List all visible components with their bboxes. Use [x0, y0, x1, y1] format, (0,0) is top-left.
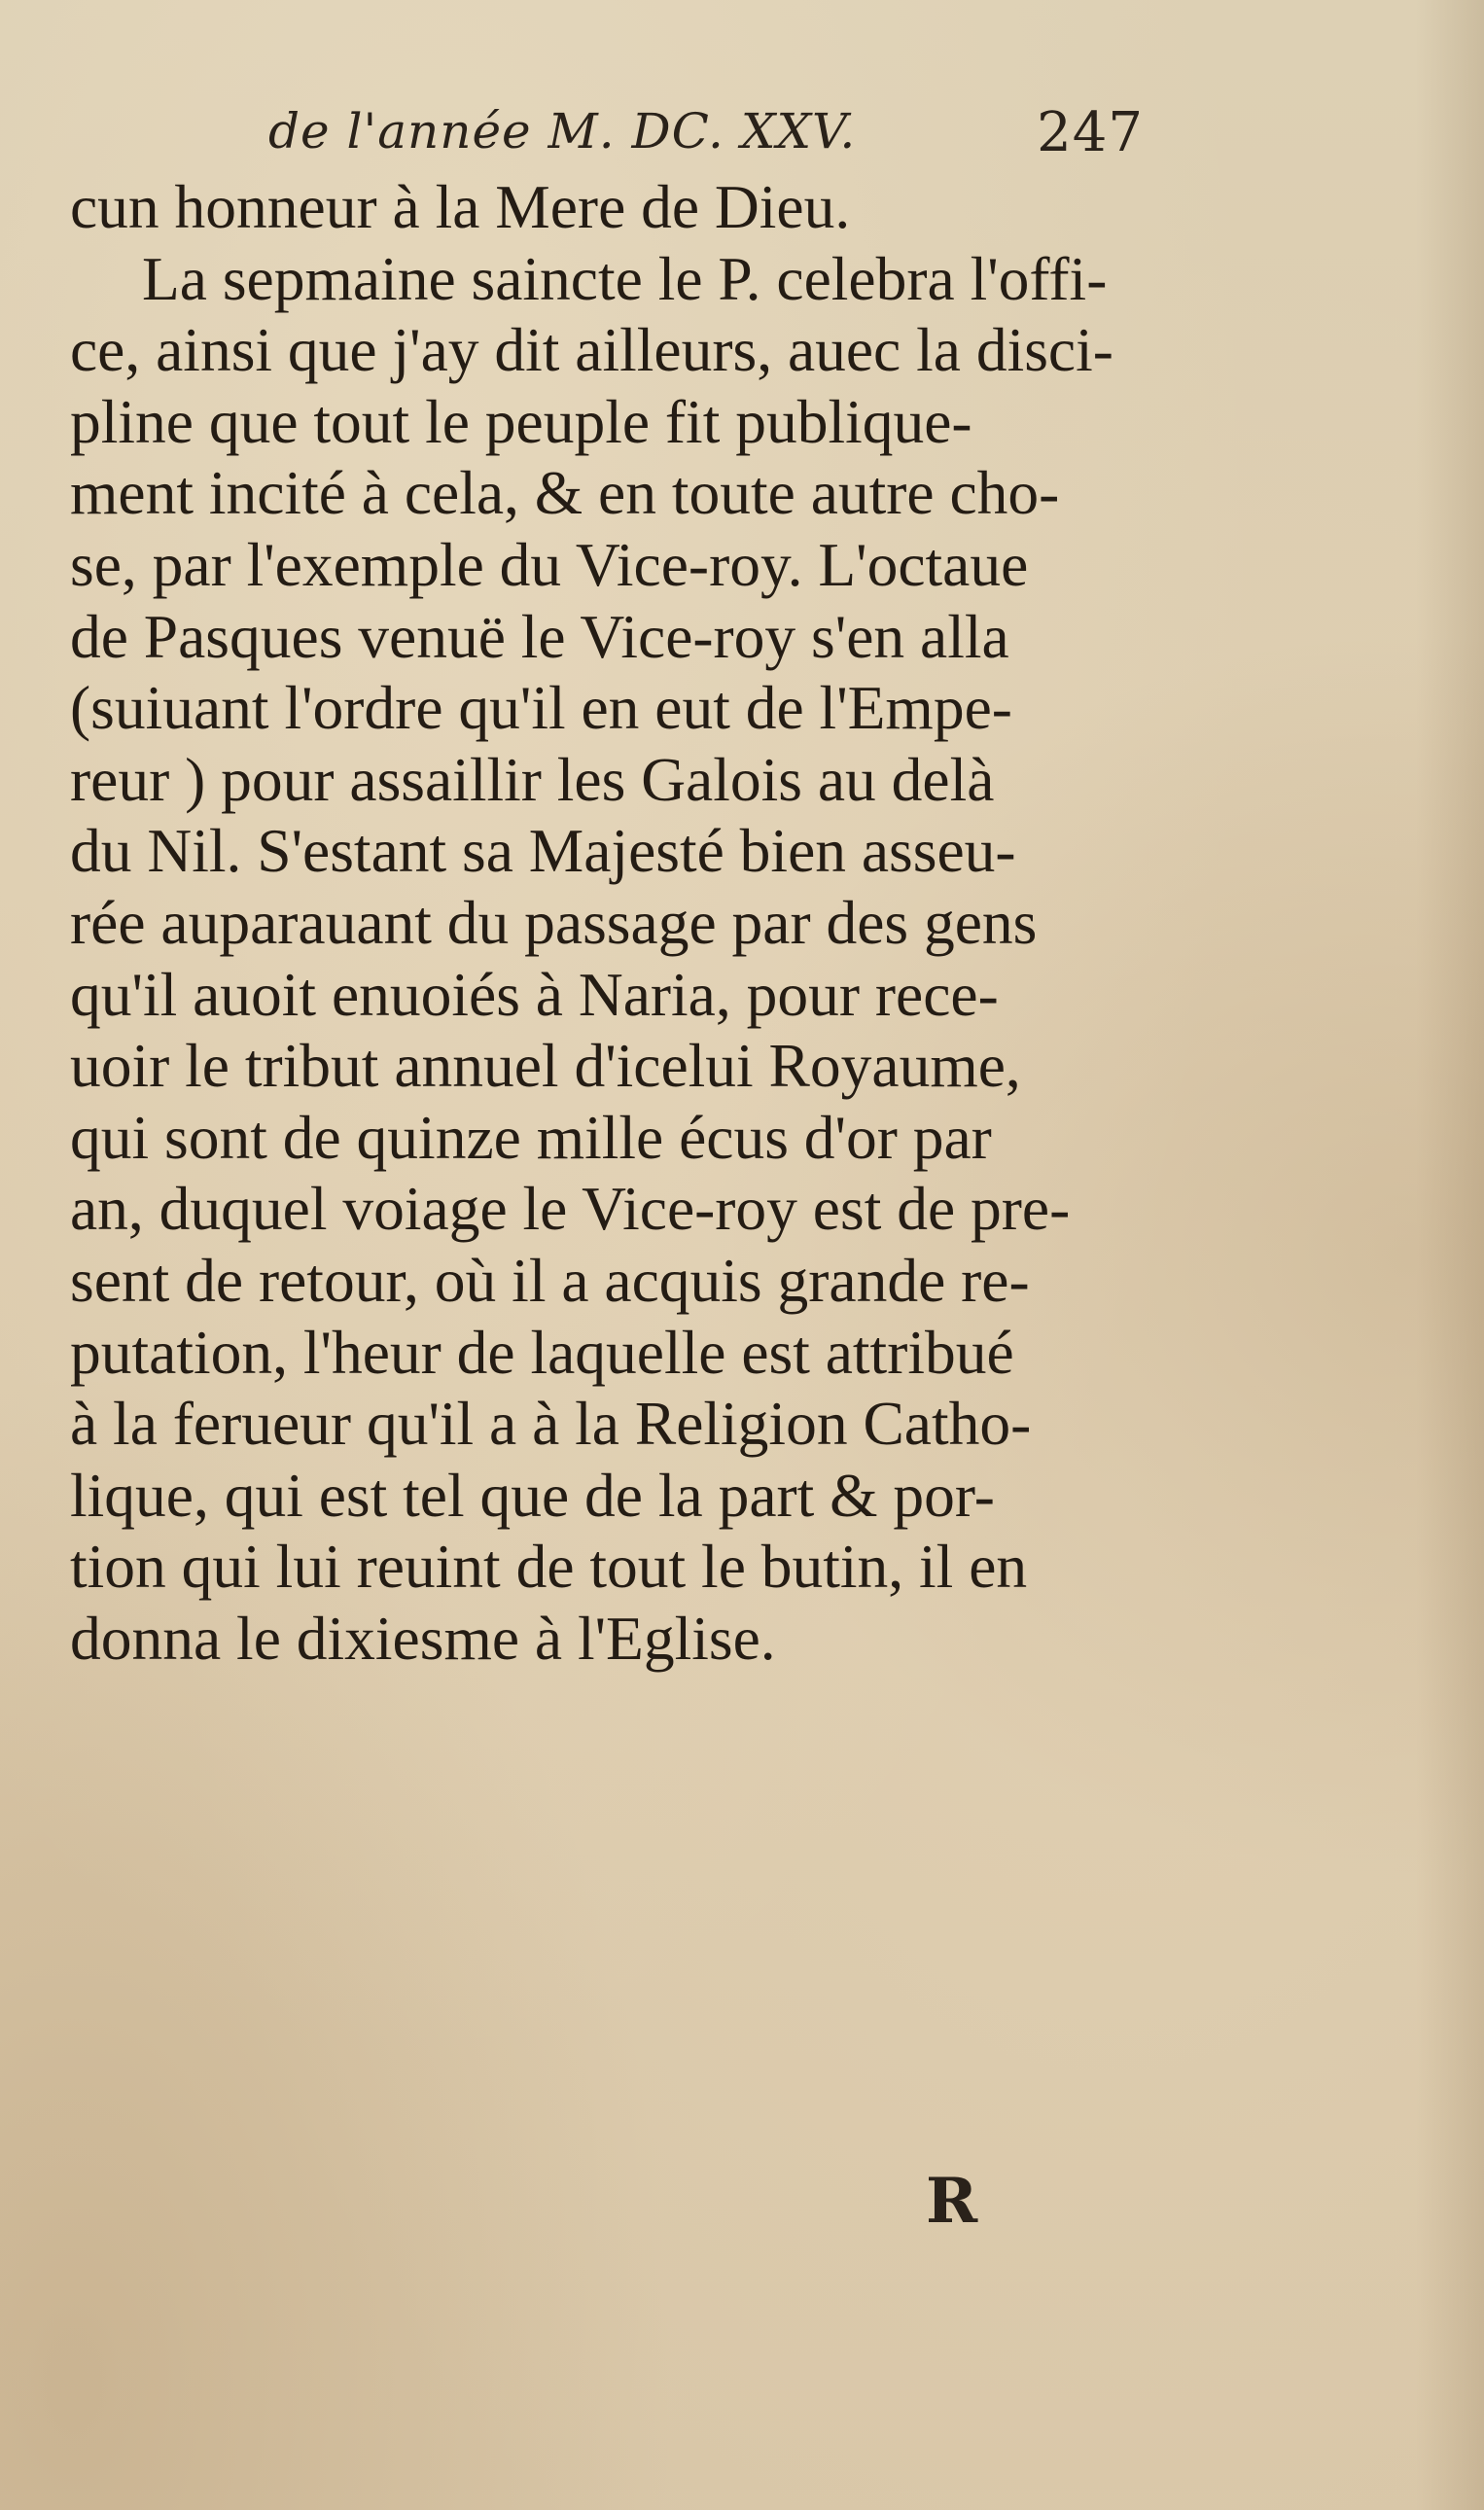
text-line: uoir le tribut annuel d'icelui Royaume, [70, 1031, 1021, 1101]
text-line: rée auparauant du passage par des gens [70, 887, 1038, 957]
text-line: ment incité à cela, & en toute autre cho- [70, 458, 1060, 528]
text-line: qui sont de quinze mille écus d'or par [70, 1102, 992, 1172]
text-line: putation, l'heur de laquelle est attribué [70, 1317, 1014, 1387]
text-line: qu'il auoit enuoiés à Naria, pour rece- [70, 959, 999, 1029]
text-line: tion qui lui reuint de tout le butin, il en [70, 1532, 1028, 1602]
text-line: cun honneur à la Mere de Dieu. [70, 172, 851, 241]
text-line: lique, qui est tel que de la part & por- [70, 1460, 995, 1530]
page-header [268, 97, 1144, 165]
signature-mark: R [926, 2165, 978, 2238]
running-head: de l'année M. DC. XXV. [268, 103, 857, 159]
text-line: ce, ainsi que j'ay dit ailleurs, auec la disci- [70, 315, 1113, 385]
text-line: pline que tout le peuple fit publique- [70, 386, 972, 456]
page-edge-shadow [1416, 0, 1484, 2510]
text-line: du Nil. S'estant sa Majesté bien asseu- [70, 816, 1016, 886]
text-line: La sepmaine saincte le P. celebra l'offi- [142, 243, 1108, 313]
text-line: an, duquel voiage le Vice-roy est de pre- [70, 1174, 1071, 1244]
text-line: de Pasques venuë le Vice-roy s'en alla [70, 601, 1009, 671]
text-line: donna le dixiesme à l'Eglise. [70, 1603, 776, 1673]
text-line: (suiuant l'ordre qu'il en eut de l'Empe- [70, 673, 1012, 743]
page-number: 247 [1037, 101, 1144, 164]
text-line: se, par l'exemple du Vice-roy. L'octaue [70, 529, 1029, 599]
text-line: à la ferueur qu'il a à la Religion Catho- [70, 1389, 1032, 1459]
text-line: sent de retour, où il a acquis grande re- [70, 1245, 1030, 1315]
text-line: reur ) pour assaillir les Galois au delà [70, 744, 995, 814]
body-text [70, 171, 1159, 1674]
